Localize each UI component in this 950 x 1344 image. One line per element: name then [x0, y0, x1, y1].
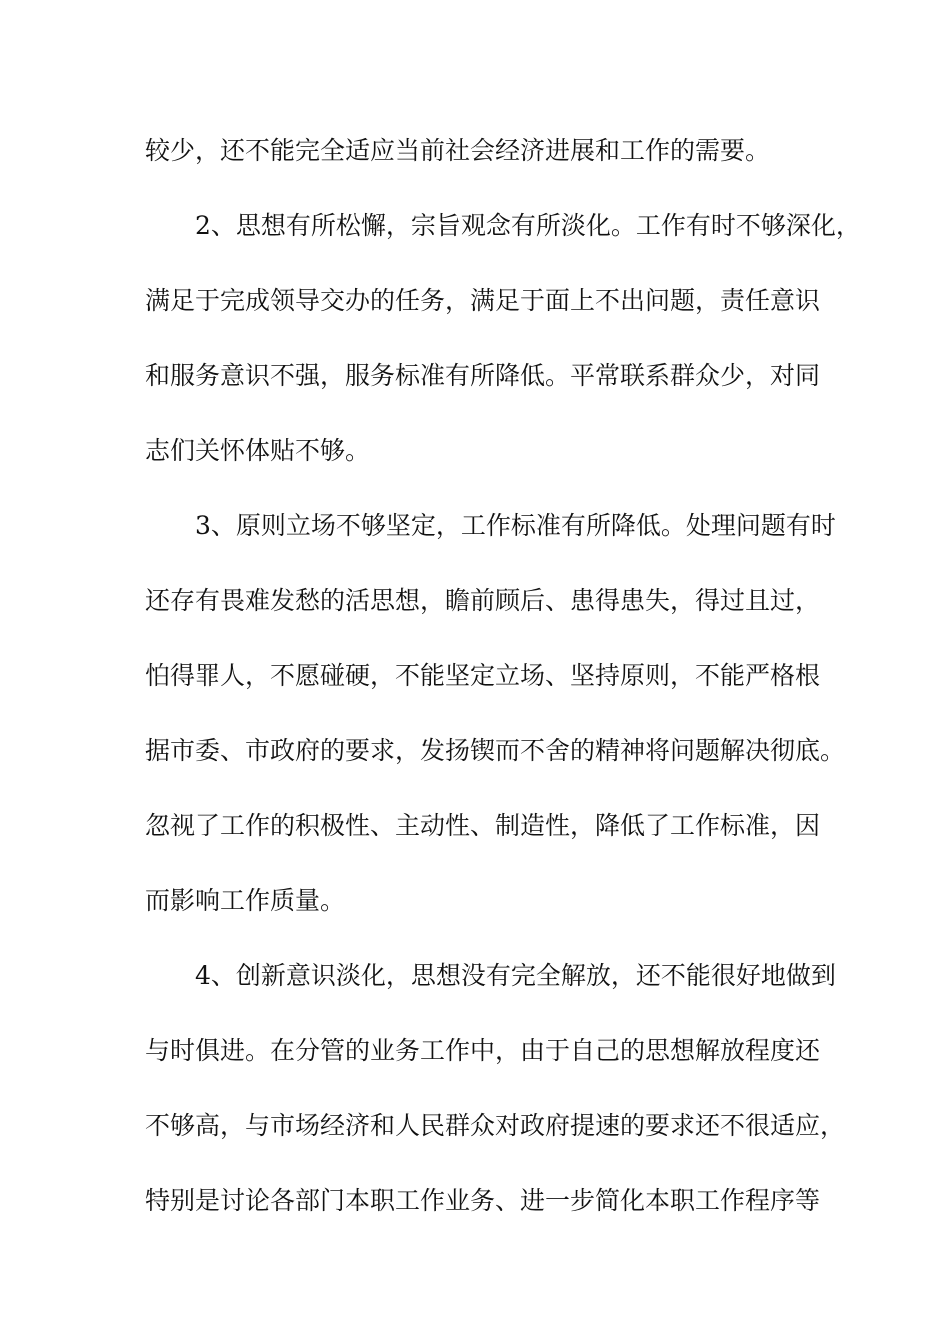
paragraph-2-start: 2、思想有所松懈，宗旨观念有所淡化。工作有时不够深化， [195, 211, 861, 240]
text-line: 特别是讨论各部门本职工作业务、进一步简化本职工作程序等 [145, 1186, 821, 1215]
paragraph-4-start: 4、创新意识淡化，思想没有完全解放，还不能很好地做到 [195, 961, 836, 990]
text-line: 还存有畏难发愁的活思想，瞻前顾后、患得患失，得过且过， [145, 586, 821, 615]
text-line: 与时俱进。在分管的业务工作中，由于自己的思想解放程度还 [145, 1036, 821, 1065]
text-line: 不够高，与市场经济和人民群众对政府提速的要求还不很适应， [145, 1111, 846, 1140]
text-line: 志们关怀体贴不够。 [145, 436, 371, 465]
text-line: 而影响工作质量。 [145, 886, 346, 915]
paragraph-3-start: 3、原则立场不够坚定，工作标准有所降低。处理问题有时 [195, 511, 836, 540]
text-line: 和服务意识不强，服务标准有所降低。平常联系群众少，对同 [145, 361, 821, 390]
text-line: 怕得罪人，不愿碰硬，不能坚定立场、坚持原则，不能严格根 [145, 661, 821, 690]
text-line: 据市委、市政府的要求，发扬锲而不舍的精神将问题解决彻底。 [145, 736, 846, 765]
text-line: 忽视了工作的积极性、主动性、制造性，降低了工作标准，因 [145, 811, 821, 840]
text-line: 满足于完成领导交办的任务，满足于面上不出问题，责任意识 [145, 286, 821, 315]
text-line: 较少，还不能完全适应当前社会经济进展和工作的需要。 [145, 136, 771, 165]
